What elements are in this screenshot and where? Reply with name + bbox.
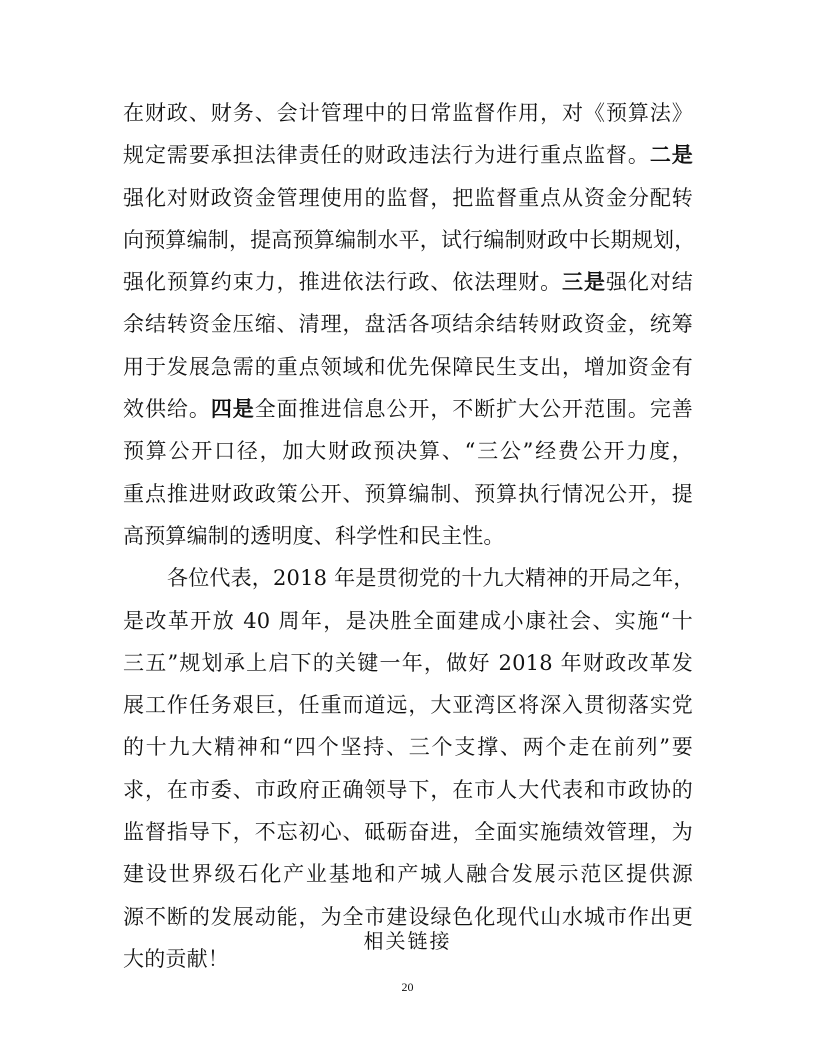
- point-four-label: 四是: [210, 396, 255, 422]
- text-line: 高预算编制的透明度、科学性和民主性。: [123, 523, 505, 548]
- text-line: 监督指导下，不忘初心、砥砺奋进，全面实施绩效管理，为: [123, 820, 693, 845]
- body-text: [123, 92, 696, 980]
- text-line: 是改革开放 40 周年，是决胜全面建成小康社会、实施“十: [123, 608, 693, 633]
- text-line: 效供给。四是全面推进信息公开，不断扩大公开范围。完善: [123, 396, 693, 422]
- page-number: 20: [401, 980, 414, 994]
- text-line: 用于发展急需的重点领域和优先保障民生支出，增加资金有: [123, 354, 693, 379]
- text-line: 重点推进财政政策公开、预算编制、预算执行情况公开，提: [123, 481, 693, 506]
- text-line: 源不断的发展动能，为全市建设绿色化现代山水城市作出更: [123, 904, 693, 929]
- text-line: 余结转资金压缩、清理，盘活各项结余结转财政资金，统筹: [123, 312, 693, 337]
- text-line: 预算公开口径，加大财政预决算、“三公”经费公开力度，: [123, 439, 693, 464]
- point-two-label: 二是: [649, 142, 693, 168]
- text-line: 在财政、财务、会计管理中的日常监督作用，对《预算法》: [123, 101, 693, 125]
- text-line: 强化预算约束力，推进依法行政、依法理财。三是强化对结: [123, 269, 693, 295]
- text-line: 向预算编制，提高预算编制水平，试行编制财政中长期规划，: [123, 227, 696, 252]
- related-links-heading[interactable]: 相关链接: [363, 929, 452, 953]
- paragraph-start: 各位代表，2018 年是贯彻党的十九大精神的开局之年，: [167, 566, 695, 591]
- text-line: 建设世界级石化产业基地和产城人融合发展示范区提供源: [123, 862, 693, 887]
- point-three-label: 三是: [562, 269, 606, 295]
- text-line: 规定需要承担法律责任的财政违法行为进行重点监督。二是: [123, 142, 693, 168]
- text-line: 大的贡献！: [123, 946, 229, 971]
- text-line: 的十九大精神和“四个坚持、三个支撑、两个走在前列”要: [123, 735, 693, 760]
- text-line: 三五”规划承上启下的关键一年，做好 2018 年财政改革发: [123, 650, 693, 675]
- text-line: 求，在市委、市政府正确领导下，在市人大代表和市政协的: [123, 777, 693, 802]
- text-line: 展工作任务艰巨，任重而道远，大亚湾区将深入贯彻落实党: [123, 693, 693, 718]
- text-line: 强化对财政资金管理使用的监督，把监督重点从资金分配转: [123, 185, 693, 210]
